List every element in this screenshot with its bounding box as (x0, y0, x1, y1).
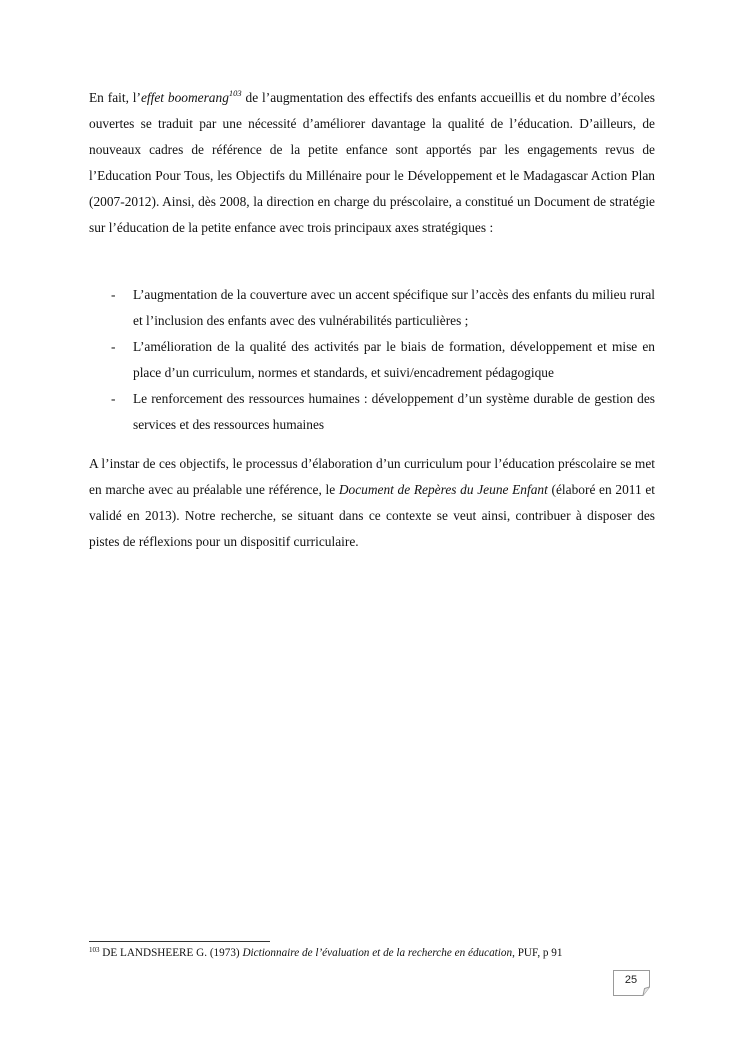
list-item-text: L’augmentation de la couverture avec un accent spécifique sur l’accès des enfants du milieu rural et l’inclusion des enfants avec des vulnérabilités particulières ; (133, 287, 655, 328)
paragraph-conclusion (89, 451, 655, 555)
page-number-badge (613, 970, 653, 994)
list-item (89, 282, 655, 334)
document-title-reference: Document de Repères du Jeune Enfant (338, 482, 548, 497)
list-item-text: Le renforcement des ressources humaines : développement d’un système durable de gestion des services et des ressources humaines (133, 391, 655, 432)
list-item (89, 386, 655, 438)
paragraph-conclusion-text-start: A l’instar de ces objectifs, le processus d’élaboration d’un curriculum pour l’éducation préscolaire se met en marche avec au préalable une référence, le (89, 456, 655, 497)
footnote-publisher: , PUF, p 91 (512, 947, 563, 959)
paragraph-intro-text-start: En fait, l’ (89, 90, 141, 105)
footnote-number: 103 (89, 946, 100, 954)
footnote-reference[interactable]: 103 (228, 88, 242, 98)
paragraph-intro (89, 85, 655, 241)
footnote (89, 946, 689, 960)
bullet-dash: - (111, 339, 116, 354)
bullet-dash: - (111, 287, 116, 302)
term-effet-boomerang: effet boomerang (140, 90, 229, 105)
footnote-separator (89, 941, 270, 942)
list-item (89, 334, 655, 386)
bullet-dash: - (111, 391, 116, 406)
footnote-author: DE LANDSHEERE G. (1973) (99, 947, 243, 959)
paragraph-conclusion-text-end: (élaboré en 2011 et validé en 2013). Notre recherche, se situant dans ce contexte se veut ainsi, contribuer à disposer des pistes de réflexions pour un dispositif curriculaire. (89, 482, 656, 549)
strategic-axes-list (89, 282, 655, 438)
footnote-book-title: Dictionnaire de l’évaluation et de la recherche en éducation (242, 947, 513, 959)
list-item-text: L’amélioration de la qualité des activités par le biais de formation, développement et mise en place d’un curriculum, normes et standards, et suivi/encadrement pédagogique (133, 339, 655, 380)
page-number: 25 (624, 974, 638, 986)
paragraph-intro-text-end: de l’augmentation des effectifs des enfants accueillis et du nombre d’écoles ouvertes se traduit par une nécessité d’améliorer davantage la qualité de l’éducation. D’ailleurs, de nouveaux cadres de référence de la petite enfance sont apportés par les engagements revus de l’Education Pour Tous, les Objectifs du Millénaire pour le Développement et le Madagascar Action Plan (2007-2012). Ainsi, dès 2008, la direction en charge du préscolaire, a constitué un Document de stratégie sur l’éducation de la petite enfance avec trois principaux axes stratégiques : (89, 90, 655, 235)
